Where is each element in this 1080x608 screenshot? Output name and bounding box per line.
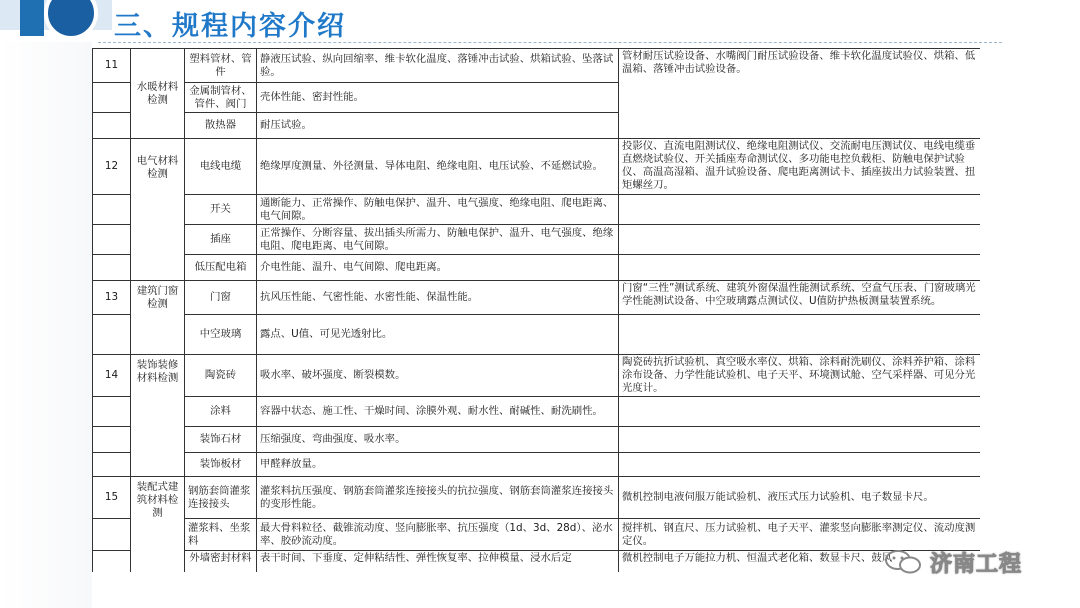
category-cell: 水暖材料检测 <box>131 49 185 139</box>
table-row <box>93 225 981 255</box>
subcategory-cell: 涂料 <box>185 397 257 427</box>
parameters-cell: 压缩强度、弯曲强度、吸水率。 <box>257 427 619 453</box>
table-row <box>93 551 981 573</box>
watermark-text: 济南工程 <box>930 552 1023 577</box>
category-cell: 建筑门窗检测 <box>131 281 185 355</box>
table-row <box>93 255 981 281</box>
row-number <box>93 551 131 573</box>
header-logo <box>0 0 112 42</box>
table-row <box>93 519 981 551</box>
subcategory-cell: 插座 <box>185 225 257 255</box>
equipment-cell: 管材耐压试验设备、水嘴阀门耐压试验设备、维卡软化温度试验仪、烘箱、低温箱、落锤冲击试验设备。 <box>619 49 981 139</box>
equipment-cell: 陶瓷砖抗折试验机、真空吸水率仪、烘箱、涂料耐洗刷仪、涂料养护箱、涂料涂布设备、力学性能试验机、电子天平、环境测试舱、空气采样器、可见分光光度计。 <box>619 355 981 397</box>
subcategory-cell: 钢筋套筒灌浆连接接头 <box>185 477 257 519</box>
row-number <box>93 225 131 255</box>
equipment-cell: 微机控制电子万能拉力机、恒温式老化箱、数显卡尺、鼓风 <box>619 551 981 573</box>
category-cell: 装饰装修材料检测 <box>131 355 185 477</box>
row-number: 11 <box>93 49 131 83</box>
row-number <box>93 315 131 355</box>
subcategory-cell: 低压配电箱 <box>185 255 257 281</box>
subcategory-cell: 装饰石材 <box>185 427 257 453</box>
header-accent <box>20 0 44 36</box>
table-row <box>93 427 981 453</box>
table-row <box>93 315 981 355</box>
equipment-cell <box>619 315 981 355</box>
parameters-cell: 最大骨料粒径、截锥流动度、竖向膨胀率、抗压强度（1d、3d、28d）、泌水率、胶砂流动度。 <box>257 519 619 551</box>
equipment-cell: 门窗“三性”测试系统、建筑外窗保温性能测试系统、空盒气压表、门窗玻璃光学性能测试设备、中空玻璃露点测试仪、U值防护热板测量装置系统。 <box>619 281 981 315</box>
subcategory-cell: 灌浆料、坐浆料 <box>185 519 257 551</box>
subcategory-cell: 散热器 <box>185 113 257 139</box>
row-number: 14 <box>93 355 131 397</box>
row-number <box>93 519 131 551</box>
table-row <box>93 355 981 397</box>
row-number: 13 <box>93 281 131 315</box>
parameters-cell: 介电性能、温升、电气间隙、爬电距离。 <box>257 255 619 281</box>
table-row <box>93 477 981 519</box>
parameters-cell: 吸水率、破坏强度、断裂模数。 <box>257 355 619 397</box>
equipment-cell <box>619 427 981 453</box>
parameters-cell: 通断能力、正常操作、防触电保护、温升、电气强度、绝缘电阻、爬电距离、电气间隙。 <box>257 195 619 225</box>
table-row <box>93 139 981 195</box>
row-number <box>93 195 131 225</box>
subcategory-cell: 陶瓷砖 <box>185 355 257 397</box>
header-circle-icon <box>44 0 98 40</box>
row-number: 15 <box>93 477 131 519</box>
row-number <box>93 397 131 427</box>
parameters-cell: 表干时间、下垂度、定伸粘结性、弹性恢复率、拉伸模量、浸水后定 <box>257 551 619 573</box>
wechat-icon <box>884 549 924 575</box>
spec-table <box>92 48 980 572</box>
equipment-cell <box>619 453 981 477</box>
subcategory-cell: 装饰板材 <box>185 453 257 477</box>
row-number <box>93 255 131 281</box>
table-row <box>93 453 981 477</box>
row-number: 12 <box>93 139 131 195</box>
table-row <box>93 195 981 225</box>
parameters-cell: 正常操作、分断容量、拔出插头所需力、防触电保护、温升、电气强度、绝缘电阻、爬电距离、电气间隙。 <box>257 225 619 255</box>
parameters-cell: 抗风压性能、气密性能、水密性能、保温性能。 <box>257 281 619 315</box>
table-row <box>93 281 981 315</box>
equipment-cell <box>619 255 981 281</box>
row-number <box>93 453 131 477</box>
subcategory-cell: 电线电缆 <box>185 139 257 195</box>
slide-title: 三、规程内容介绍 <box>114 11 346 42</box>
parameters-cell: 灌浆料抗压强度、钢筋套筒灌浆连接接头的抗拉强度、钢筋套筒灌浆连接接头的变形性能。 <box>257 477 619 519</box>
category-cell: 装配式建筑材料检测 <box>131 477 185 573</box>
subcategory-cell: 金属制管材、管件、阀门 <box>185 83 257 113</box>
equipment-cell <box>619 397 981 427</box>
parameters-cell: 露点、U值、可见光透射比。 <box>257 315 619 355</box>
subcategory-cell: 中空玻璃 <box>185 315 257 355</box>
equipment-cell <box>619 225 981 255</box>
equipment-cell: 微机控制电液伺服万能试验机、液压式压力试验机、电子数显卡尺。 <box>619 477 981 519</box>
subcategory-cell: 外墙密封材料 <box>185 551 257 573</box>
subcategory-cell: 门窗 <box>185 281 257 315</box>
header-divider <box>98 42 1002 43</box>
table-row <box>93 397 981 427</box>
spec-table-container <box>92 48 980 572</box>
parameters-cell: 静液压试验、纵向回缩率、维卡软化温度、落锤冲击试验、烘箱试验、坠落试验。 <box>257 49 619 83</box>
row-number <box>93 427 131 453</box>
row-number <box>93 83 131 113</box>
subcategory-cell: 开关 <box>185 195 257 225</box>
parameters-cell: 壳体性能、密封性能。 <box>257 83 619 113</box>
equipment-cell <box>619 195 981 225</box>
parameters-cell: 容器中状态、施工性、干燥时间、涂膜外观、耐水性、耐碱性、耐洗刷性。 <box>257 397 619 427</box>
subcategory-cell: 塑料管材、管件 <box>185 49 257 83</box>
table-row <box>93 49 981 83</box>
parameters-cell: 耐压试验。 <box>257 113 619 139</box>
row-number <box>93 113 131 139</box>
equipment-cell: 搅拌机、钢直尺、压力试验机、电子天平、灌浆竖向膨胀率测定仪、流动度测定仪。 <box>619 519 981 551</box>
parameters-cell: 绝缘厚度测量、外径测量、导体电阻、绝缘电阻、电压试验、不延燃试验。 <box>257 139 619 195</box>
left-margin <box>0 42 92 608</box>
equipment-cell: 投影仪、直流电阻测试仪、绝缘电阻测试仪、交流耐电压测试仪、电线电缆垂直燃烧试验仪、开关插座寿命测试仪、多功能电控负载柜、防触电保护试验仪、高温高湿箱、温升试验设备、爬电距离测试卡、插座拔出力试验装置、扭矩螺丝刀。 <box>619 139 981 195</box>
watermark <box>884 545 1064 579</box>
parameters-cell: 甲醛释放量。 <box>257 453 619 477</box>
category-cell: 电气材料检测 <box>131 139 185 281</box>
